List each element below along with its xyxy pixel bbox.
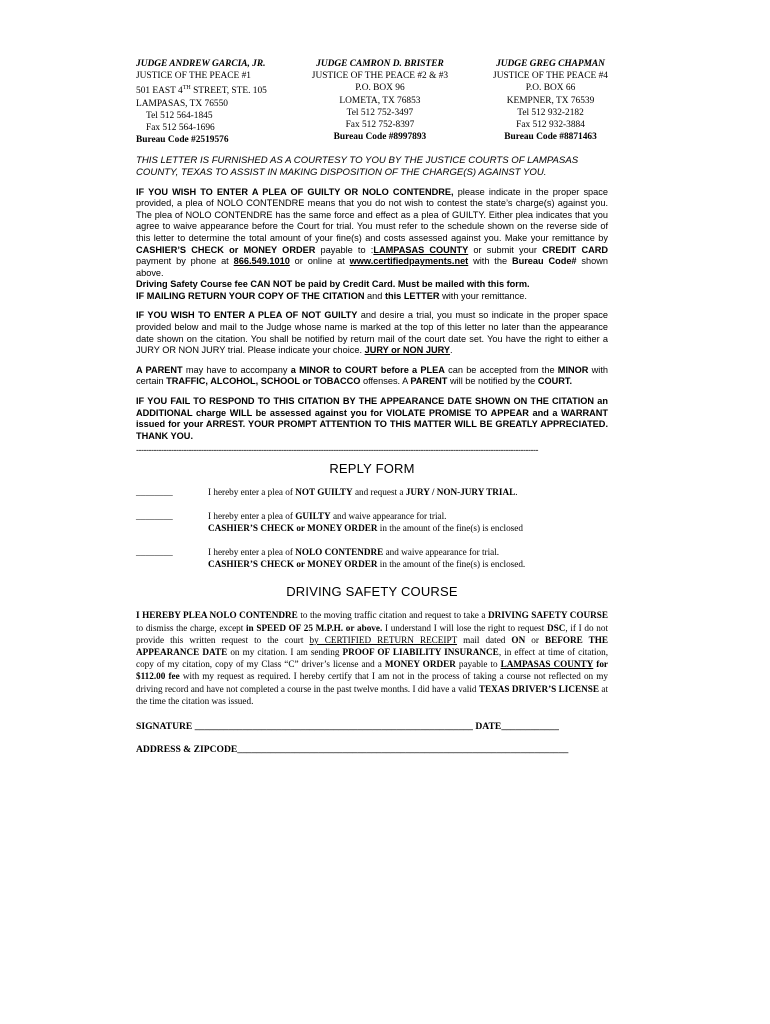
letter-page [136,58,608,755]
judge-2-fax: Fax 512 752-8397 [345,120,415,131]
guilty-plea-paragraph: IF YOU WISH TO ENTER A PLEA OF GUILTY OR NOLO CONTENDRE, please indicate in the proper space provided, a plea of NOLO CONTENDRE means that you do not wish to contest the state’s charge(s) against you. The plea of NOLO CONTENDRE has the same force and effect as a plea of GUILTY. Either plea indicates that you agree to waive appearance before the Court for trial. You must refer to the schedule shown on the reverse side of this letter to determine the total amount of your fine(s) and costs assessed against you. Make your remittance by CASHIER’S CHECK or MONEY ORDER payable to :LAMPASAS COUNTY or submit your CREDIT CARD payment by phone at 866.549.1010 or online at www.certifiedpayments.net with the Bureau Code# shown above. Driving Safety Course fee CAN NOT be paid by Credit Card. Must be mailed with this form. IF MAILING RETURN YOUR COPY OF THE CITATION and this LETTER with your remittance. [136,186,609,301]
cut-line-divider: ----------------------------------------------------------------------------------------------------------------------------------------------------------------- [136,445,539,456]
judge-2-name: JUDGE CAMRON D. BRISTER [316,59,444,69]
driving-safety-course-paragraph: I HEREBY PLEA NOLO CONTENDRE to the moving traffic citation and request to take a DRIVING SAFETY COURSE to dismiss the charge, except in SPEED OF 25 M.P.H. or above. I understand I will lose the right to request DSC, if I do not provide this written request to the court by CERTIFIED RETURN RECEIPT mail dated ON or BEFORE THE APPEARANCE DATE on my citation. I am sending PROOF OF LIABILITY INSURANCE, in effect at time of citation, copy of my citation, copy of my Class “C” driver’s license and a MONEY ORDER payable to LAMPASAS COUNTY for $112.00 fee with my request as required. I hereby certify that I am not in the process of taking a course not reflected on my driving record and have not completed a course in the past twelve months. I did have a valid TEXAS DRIVER’S LICENSE at the time the citation was issued. [136,610,609,706]
judge-1-block [136,58,267,147]
reply-option-guilty: ________ I hereby enter a plea of GUILTY and waive appearance for trial. CASHIER’S CHECK or MONEY ORDER in the amount of the fine(s) is enclosed [136,511,523,534]
failure-to-respond-paragraph: IF YOU FAIL TO RESPOND TO THIS CITATION BY THE APPEARANCE DATE SHOWN ON THE CITATION an ADDITIONAL charge WILL be assessed against you for VIOLATE PROMISE TO APPEAR and a WARRANT issued for your ARREST. YOUR PROMPT ATTENTION TO THIS MATTER WILL BE GREATLY APPRECIATED. THANK YOU. [136,396,608,441]
judge-2-title: JUSTICE OF THE PEACE #2 & #3 [311,71,449,82]
judge-3-title: JUSTICE OF THE PEACE #4 [493,71,608,82]
judge-3-bureau-code: Bureau Code #8871463 [504,132,597,143]
reply-form-heading: REPLY FORM [329,461,415,477]
not-guilty-paragraph: IF YOU WISH TO ENTER A PLEA OF NOT GUILTY and desire a trial, you must so indicate in the proper space provided below and mail to the Judge whose name is marked at the top of this letter no later than the appearance date shown on the citation. You shall be notified by return mail of the court date set. You have the right to either a JURY OR NON JURY trial. Please indicate your choice. JURY or NON JURY. [136,310,608,356]
signature-row: SIGNATURE __________________________________________________________ DATE____________ [136,721,559,733]
minor-parent-paragraph: A PARENT may have to accompany a MINOR to COURT before a PLEA can be accepted from the MINOR with certain TRAFFIC, ALCOHOL, SCHOOL or TOBACCO offenses. A PARENT will be notified by the COURT. [136,364,608,387]
judge-1-name: JUDGE ANDREW GARCIA, JR. [136,59,266,69]
driving-safety-course-heading: DRIVING SAFETY COURSE [286,584,458,600]
guilty-blank[interactable]: ________ [136,511,173,522]
judge-3-address: P.O. BOX 66 [525,83,576,94]
address-zipcode-field[interactable]: _____________________________________________________________________ [237,744,569,756]
nolo-contendre-blank[interactable]: ________ [136,547,173,558]
judge-1-tel: Tel 512 564-1845 [146,110,213,121]
reply-option-not-guilty: ________ I hereby enter a plea of NOT GUILTY and request a JURY / NON-JURY TRIAL. [136,487,518,498]
judge-1-fax: Fax 512 564-1696 [146,123,215,134]
judge-3-fax: Fax 512 932-3884 [516,120,585,131]
dsc-fee-notice: Driving Safety Course fee CAN NOT be paid by Credit Card. Must be mailed with this form. [136,279,530,290]
judges-header [136,58,608,147]
courtesy-intro: THIS LETTER IS FURNISHED AS A COURTESY TO YOU BY THE JUSTICE COURTS OF LAMPASAS COUNTY, TEXAS TO ASSIST IN MAKING DISPOSITION OF THE CHARGE(S) AGAINST YOU. [136,154,579,178]
judge-3-block [493,58,608,147]
address-row: ADDRESS & ZIPCODE_____________________________________________________________________ [136,744,569,756]
not-guilty-blank[interactable]: ________ [136,487,173,498]
judge-1-city: LAMPASAS, TX 76550 [136,98,228,109]
judge-3-city: KEMPNER, TX 76539 [506,95,595,106]
judge-2-tel: Tel 512 752-3497 [346,107,414,118]
judge-2-city: LOMETA, TX 76853 [339,95,421,106]
reply-option-nolo-contendre: ________ I hereby enter a plea of NOLO CONTENDRE and waive appearance for trial. CASHIER’S CHECK or MONEY ORDER in the amount of the fine(s) is enclosed. [136,547,526,570]
payment-phone: 866.549.1010 [233,256,290,267]
judge-1-address: 501 EAST 4TH STREET, STE. 105 [136,85,267,97]
payee-lampasas-county: LAMPASAS COUNTY [373,244,469,255]
date-field[interactable]: ____________ [501,721,559,733]
judge-3-name: JUDGE GREG CHAPMAN [496,59,605,69]
payment-website-link[interactable]: www.certifiedpayments.net [349,256,469,267]
judge-2-block [312,58,448,147]
judge-1-title: JUSTICE OF THE PEACE #1 [136,71,251,82]
judge-1-bureau-code: Bureau Code #2519576 [136,135,229,146]
judge-3-tel: Tel 512 932-2182 [517,107,584,118]
judge-2-address: P.O. BOX 96 [355,83,405,94]
signature-field[interactable]: __________________________________________________________ [194,721,473,733]
judge-2-bureau-code: Bureau Code #8997893 [333,132,427,143]
